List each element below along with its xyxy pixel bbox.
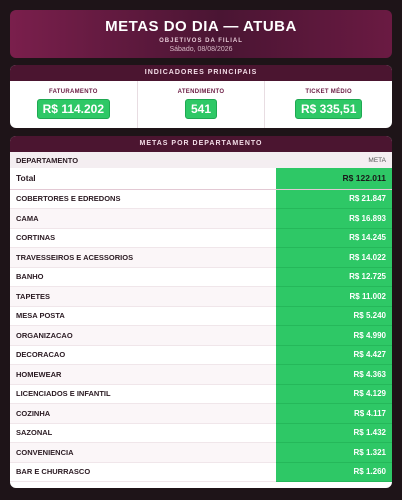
indicators-title: INDICADORES PRINCIPAIS xyxy=(10,65,392,81)
metas-table xyxy=(10,152,392,482)
indicator-value: 541 xyxy=(185,99,217,119)
department-name: CORTINAS xyxy=(10,228,276,248)
metas-title: METAS POR DEPARTAMENTO xyxy=(10,136,392,152)
department-name: HOMEWEAR xyxy=(10,365,276,385)
total-label: Total xyxy=(10,168,276,189)
table-row xyxy=(10,443,392,463)
page-subtitle: OBJETIVOS DA FILIAL xyxy=(159,38,243,44)
department-meta: R$ 5.240 xyxy=(276,306,392,326)
table-row xyxy=(10,228,392,248)
department-meta: R$ 4.129 xyxy=(276,384,392,404)
department-meta: R$ 12.725 xyxy=(276,267,392,287)
department-meta: R$ 1.321 xyxy=(276,443,392,463)
indicators-card xyxy=(10,65,392,128)
total-value: R$ 122.011 xyxy=(276,168,392,189)
page-date: Sábado, 08/08/2026 xyxy=(169,46,233,53)
table-row xyxy=(10,189,392,209)
department-name: ORGANIZACAO xyxy=(10,326,276,346)
indicator-label: TICKET MÉDIO xyxy=(305,89,352,95)
table-row xyxy=(10,384,392,404)
department-name: MESA POSTA xyxy=(10,306,276,326)
department-meta: R$ 4.427 xyxy=(276,345,392,365)
department-meta: R$ 4.363 xyxy=(276,365,392,385)
column-header-meta: META xyxy=(276,152,392,168)
table-row xyxy=(10,365,392,385)
page-title: METAS DO DIA — ATUBA xyxy=(105,18,297,35)
table-row xyxy=(10,326,392,346)
department-name: COBERTORES E EDREDONS xyxy=(10,189,276,209)
table-row xyxy=(10,345,392,365)
indicator-label: ATENDIMENTO xyxy=(177,89,225,95)
department-name: LICENCIADOS E INFANTIL xyxy=(10,384,276,404)
indicators-row xyxy=(10,81,392,128)
department-name: CAMA xyxy=(10,209,276,229)
indicator-atendimento xyxy=(138,81,266,128)
department-name: SAZONAL xyxy=(10,423,276,443)
indicator-ticket-medio xyxy=(265,81,392,128)
department-meta: R$ 14.245 xyxy=(276,228,392,248)
department-name: BANHO xyxy=(10,267,276,287)
table-row xyxy=(10,404,392,424)
department-meta: R$ 21.847 xyxy=(276,189,392,209)
department-name: TAPETES xyxy=(10,287,276,307)
department-meta: R$ 1.260 xyxy=(276,462,392,482)
department-meta: R$ 14.022 xyxy=(276,248,392,268)
total-row xyxy=(10,168,392,189)
indicator-label: FATURAMENTO xyxy=(48,89,98,95)
column-header-department: DEPARTAMENTO xyxy=(10,152,276,168)
table-row xyxy=(10,209,392,229)
department-name: BAR E CHURRASCO xyxy=(10,462,276,482)
indicator-value: R$ 114.202 xyxy=(37,99,110,119)
table-row xyxy=(10,287,392,307)
department-meta: R$ 16.893 xyxy=(276,209,392,229)
department-name: CONVENIENCIA xyxy=(10,443,276,463)
department-name: TRAVESSEIROS E ACESSORIOS xyxy=(10,248,276,268)
table-row xyxy=(10,462,392,482)
department-name: DECORACAO xyxy=(10,345,276,365)
indicator-value: R$ 335,51 xyxy=(295,99,362,119)
indicator-faturamento xyxy=(10,81,138,128)
metas-card xyxy=(10,136,392,488)
table-row xyxy=(10,248,392,268)
department-meta: R$ 4.990 xyxy=(276,326,392,346)
department-meta: R$ 1.432 xyxy=(276,423,392,443)
page-header xyxy=(10,10,392,58)
department-name: COZINHA xyxy=(10,404,276,424)
table-row xyxy=(10,267,392,287)
department-meta: R$ 4.117 xyxy=(276,404,392,424)
table-header-row xyxy=(10,152,392,168)
table-row xyxy=(10,423,392,443)
table-row xyxy=(10,306,392,326)
department-meta: R$ 11.002 xyxy=(276,287,392,307)
